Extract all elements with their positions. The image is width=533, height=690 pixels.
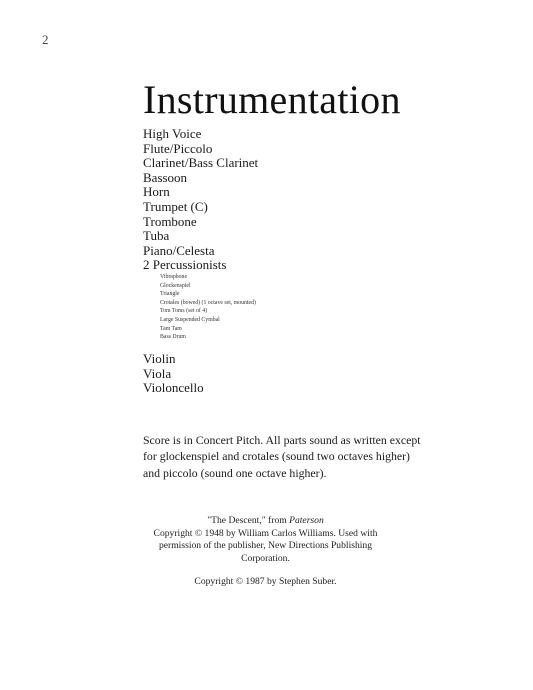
page-title: Instrumentation [143,77,401,122]
percussion-item: Glockenspiel [160,282,191,289]
instrument-list [143,127,258,273]
instrument-item: 2 Percussionists [143,257,227,273]
instrument-item: Trumpet (C) [143,198,208,214]
percussion-item: Vibraphone [160,274,188,280]
percussion-item: Crotales (bowed) (1 octave set, mounted) [160,299,256,306]
strings-list [143,352,204,396]
string-instrument-item: Viola [143,365,172,381]
percussion-list [160,273,256,342]
string-instrument-item: Violin [143,351,176,366]
percussion-item: Large Suspended Cymbal [160,316,220,323]
work-source-line [143,515,388,528]
page-number: 2 [42,32,49,47]
percussion-item: Triangle [160,291,180,298]
instrument-item: Bassoon [143,169,188,185]
percussion-item: Bass Drum [160,334,186,341]
instrument-item: Flute/Piccolo [143,140,213,156]
credits-block [143,515,388,589]
percussion-item: Tom Toms (set of 4) [160,308,208,315]
instrument-item: Clarinet/Bass Clarinet [143,155,259,171]
work-quote: "The Descent," from [207,515,290,526]
instrument-item: Trombone [143,213,197,229]
text-copyright: Copyright © 1948 by William Carlos Williams. Used with permission of the publisher, New Directions Publishing Corporation. [153,527,378,564]
work-source-title: Paterson [289,515,324,526]
instrument-item: Piano/Celesta [143,242,215,258]
credits-spacer [143,565,388,576]
string-instrument-item: Violoncello [143,380,204,396]
concert-pitch-note: Score is in Concert Pitch. All parts sound as written except for glockenspiel and crotales (sound two octaves higher) and piccolo (sound one octave higher). [143,433,421,480]
instrument-item: Horn [143,184,170,200]
instrument-item: High Voice [143,126,202,141]
score-copyright: Copyright © 1987 by Stephen Suber. [194,576,337,588]
instrument-item: Tuba [143,228,170,244]
percussion-item: Tam Tam [160,325,182,332]
